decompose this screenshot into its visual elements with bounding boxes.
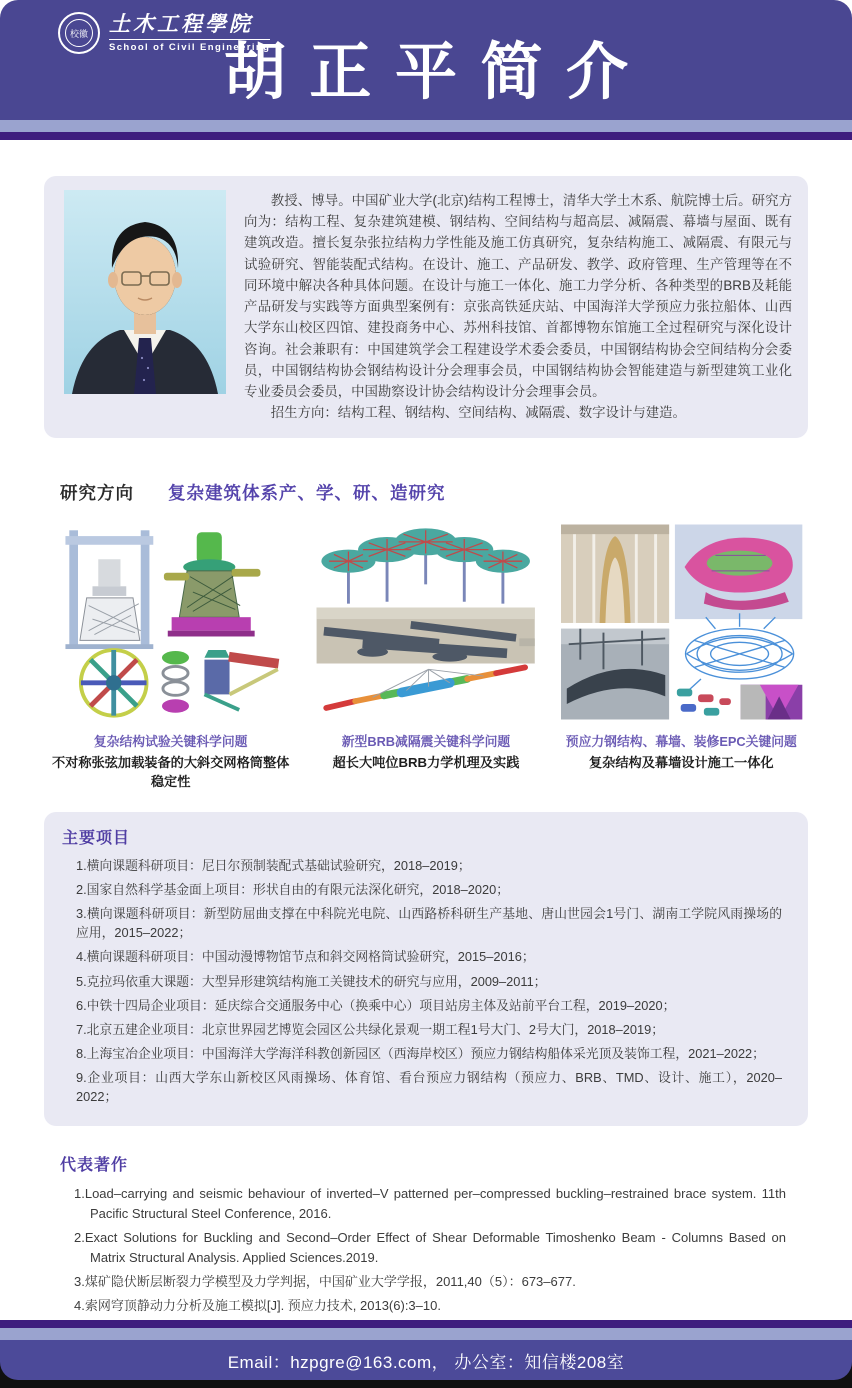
divider-band-light xyxy=(0,120,852,132)
bio-paragraph: 教授、博导。中国矿业大学(北京)结构工程博士，清华大学土木系、航院博士后。研究方向为：结构工程、复杂建筑建模、钢结构、空间结构与超高层、减隔震、幕墙与屋面、既有建筑改造。擅长复杂张拉结构力学性能及施工仿真研究，复杂结构施工、减隔震、有限元与试验研究、智能装配式结构。在设计、施工、产品研发、教学、政府管理、生产管理等在不同环境中解决各种具体问题。在设计与施工一体化、施工力学分析、各种类型的BRB及耗能产品研发与实践等方面典型案例有：京张高铁延庆站、中国海洋大学预应力张拉船体、山西大学东山校区四馆、建投商务中心、苏州科技馆、首都博物东馆施工全过程研究与深化设计咨询。社会兼职有：中国建筑学会工程建设学术委会委员，中国钢结构协会空间结构分会委员，中国钢结构协会钢结构设计分会理事会员，中国钢结构协会智能建造与新型建筑工业化专业委员会委员，中国勘察设计协会结构设计分会理事会员。 xyxy=(244,193,792,400)
publications-section xyxy=(44,1152,808,1317)
school-seal-text: 校徽 xyxy=(65,19,93,47)
publication-item: 4.索网穹顶静动力分析及施工模拟[J]. 预应力技术, 2013(6):3–10. xyxy=(74,1298,441,1314)
project-item: 7.北京五建企业项目：北京世界园艺博览会园区公共绿化景观一期工程1号大门、2号大门，2018–2019； xyxy=(76,1021,665,1037)
projects-card xyxy=(44,812,808,1126)
publication-item: 3.煤矿隐伏断层断裂力学模型及力学判据，中国矿业大学学报，2011,40（5）：673–677. xyxy=(74,1274,576,1290)
research-figure-brb xyxy=(305,521,546,723)
school-name-cn: 土木工程學院 xyxy=(109,12,253,37)
research-panels xyxy=(50,521,802,790)
footer-band-dark xyxy=(0,1320,852,1328)
school-name-en: School of Civil Engineering xyxy=(109,39,270,53)
panel-caption-sub: 不对称张弦加载装备的大斜交网格筒整体稳定性 xyxy=(51,754,290,789)
portrait-illustration xyxy=(64,190,226,394)
project-item: 4.横向课题科研项目：中国动漫博物馆节点和斜交网格筒试验研究，2015–2016； xyxy=(76,949,535,965)
project-item: 2.国家自然科学基金面上项目：形状自由的有限元法深化研究，2018–2020； xyxy=(76,881,510,897)
header xyxy=(0,0,852,120)
footer-band-light xyxy=(0,1328,852,1340)
main-content xyxy=(0,140,852,1320)
project-item: 3.横向课题科研项目：新型防屈曲支撑在中科院光电院、山西路桥科研生产基地、唐山世园会1号门、湖南工学院风雨操场的应用，2015–2022； xyxy=(76,905,782,941)
projects-list xyxy=(76,856,790,1107)
publications-list xyxy=(74,1184,806,1317)
publication-item: 2.Exact Solutions for Buckling and Second–Order Effect of Shear Deformable Timoshenko Beam - Columns Based on Matrix Structural Analysis. Applied Sciences.2019. xyxy=(74,1229,786,1266)
research-label: 研究方向 xyxy=(60,482,134,503)
panel-caption-title: 预应力钢结构、幕墙、装修EPC关键问题 xyxy=(565,733,797,749)
divider-band-dark xyxy=(0,132,852,140)
bio-text xyxy=(244,190,792,424)
research-panel-3 xyxy=(561,521,802,790)
bio-admissions: 招生方向：结构工程、钢结构、空间结构、减隔震、数字设计与建造。 xyxy=(270,405,686,421)
panel-caption-sub: 超长大吨位BRB力学机理及实践 xyxy=(332,754,520,770)
panel-caption-sub: 复杂结构及幕墙设计施工一体化 xyxy=(589,754,774,770)
footer-contact: Email：hzpgre@163.com， 办公室：知信楼208室 xyxy=(0,1340,852,1380)
page-title: 胡正平简介 xyxy=(223,35,652,108)
publications-heading: 代表著作 xyxy=(60,1156,129,1174)
research-panel-1 xyxy=(50,521,291,790)
publication-item: 1.Load–carrying and seismic behaviour of inverted–V patterned per–compressed buckling–restrained brace system. 11th Pacific Structural Steel Conference, 2016. xyxy=(74,1185,786,1221)
project-item: 9.企业项目：山西大学东山新校区风雨操场、体育馆、看台预应力钢结构（预应力、BRB、TMD、设计、施工），2020–2022； xyxy=(76,1070,782,1105)
panel-caption-title: 新型BRB减隔震关键科学问题 xyxy=(341,733,511,749)
profile-photo xyxy=(64,190,226,394)
bio-card xyxy=(44,176,808,438)
project-item: 1.横向课题科研项目：尼日尔预制装配式基础试验研究，2018–2019； xyxy=(76,857,471,873)
project-item: 6.中铁十四局企业项目：延庆综合交通服务中心（换乘中心）项目站房主体及站前平台工程，2019–2020； xyxy=(76,997,676,1013)
research-section-head xyxy=(60,480,808,505)
project-item: 5.克拉玛依重大课题：大型异形建筑结构施工关键技术的研究与应用，2009–2011； xyxy=(76,973,547,989)
research-figure-epc xyxy=(561,521,802,723)
research-figure-structural-test xyxy=(50,521,291,723)
panel-caption-title: 复杂结构试验关键科学问题 xyxy=(93,733,248,749)
research-title: 复杂建筑体系产、学、研、造研究 xyxy=(168,482,446,503)
research-panel-2 xyxy=(305,521,546,790)
project-item: 8.上海宝冶企业项目：中国海洋大学海洋科教创新园区（西海岸校区）预应力钢结构船体采光顶及装饰工程，2021–2022； xyxy=(76,1046,765,1062)
projects-heading: 主要项目 xyxy=(62,829,131,847)
footer xyxy=(0,1340,852,1388)
